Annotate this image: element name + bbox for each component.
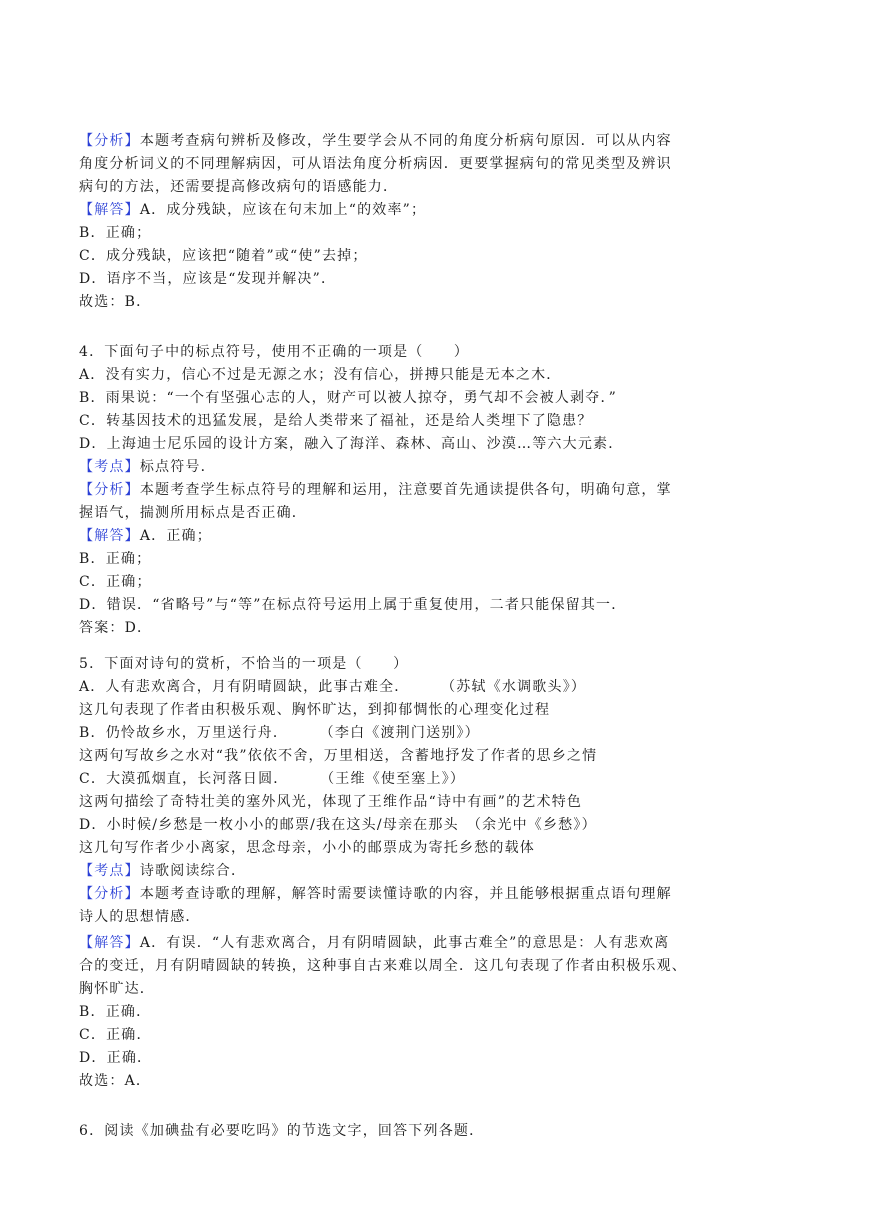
text-line: [79, 955, 791, 977]
analysis-line: [79, 883, 791, 905]
analysis-tag: 【分析】: [79, 482, 140, 498]
line-text: 病句的方法，还需要提高修改病句的语感能力．: [79, 179, 399, 195]
line-text: 这两句写故乡之水对“我”依依不舍，万里相送，含蓄地抒发了作者的思乡之情: [79, 748, 598, 764]
text-line: [79, 245, 791, 267]
line-text: 合的变迁，月有阴晴圆缺的转换，这种事自古来难以周全．这几句表现了作者由积极乐观、: [79, 958, 687, 974]
line-text: 诗人的思想情感．: [79, 909, 201, 925]
line-text: 胸怀旷达．: [79, 981, 155, 997]
answer-tag: 【解答】: [79, 528, 140, 544]
text-line: [79, 745, 791, 767]
option-line: [79, 410, 791, 432]
text-line: [79, 222, 791, 244]
line-text: 这几句写作者少小离家，思念母亲，小小的邮票成为寄托乡愁的载体: [79, 840, 535, 856]
option-line: [79, 387, 791, 409]
line-text: A．没有实力，信心不过是无源之水；没有信心，拼搏只能是无本之木．: [79, 367, 562, 383]
analysis-tag: 【分析】: [79, 133, 140, 149]
option-line: [79, 364, 791, 386]
line-text: C．成分残缺，应该把“随着”或“使”去掉；: [79, 248, 368, 264]
line-text: A．人有悲欢离合，月有阴晴圆缺，此事古难全． （苏轼《水调歌头》）: [79, 679, 587, 695]
line-text: D．错误．“省略号”与“等”在标点符号运用上属于重复使用，二者只能保留其一．: [79, 597, 627, 613]
text-line: [79, 699, 791, 721]
text-line: [79, 571, 791, 593]
text-line: [79, 176, 791, 198]
line-text: 故选：A．: [79, 1073, 152, 1089]
line-text: 本题考查诗歌的理解，解答时需要读懂诗歌的内容，并且能够根据重点语句理解: [139, 886, 672, 902]
question-5-stem: [79, 653, 791, 675]
option-line: [79, 676, 791, 698]
line-text: 标点符号．: [139, 459, 216, 475]
text-line: [79, 906, 791, 928]
line-text: 角度分析词义的不同理解病因，可从语法角度分析病因．更要掌握病句的常见类型及辨识: [79, 156, 672, 172]
line-text: 故选：B．: [79, 294, 152, 310]
option-line: [79, 768, 791, 790]
line-text: 握语气，揣测所用标点是否正确．: [79, 505, 307, 521]
line-text: 本题考查学生标点符号的理解和运用，注意要首先通读提供各句，明确句意，掌: [139, 482, 672, 498]
line-text: 这两句描绘了奇特壮美的塞外风光，体现了王维作品“诗中有画”的艺术特色: [79, 794, 583, 810]
line-text: B．雨果说：“一个有坚强心志的人，财产可以被人掠夺，勇气却不会被人剥夺．”: [79, 390, 618, 406]
text-line: [79, 268, 791, 290]
option-line: [79, 722, 791, 744]
answer-line: [79, 199, 791, 221]
line-text: 诗歌阅读综合．: [139, 863, 247, 879]
line-text: 4．下面句子中的标点符号，使用不正确的一项是（ ）: [79, 344, 470, 360]
keypoint-line: [79, 860, 791, 882]
text-line: [79, 1001, 791, 1023]
line-text: 这几句表现了作者由积极乐观、胸怀旷达，到抑郁惆怅的心理变化过程: [79, 702, 551, 718]
text-line: [79, 617, 791, 639]
option-line: [79, 814, 791, 836]
line-text: B．正确；: [79, 551, 152, 567]
line-text: 6．阅读《加碘盐有必要吃吗》的节选文字，回答下列各题．: [79, 1123, 485, 1139]
line-text: 答案：D．: [79, 620, 153, 636]
text-line: [79, 153, 791, 175]
analysis-line: [79, 130, 791, 152]
line-text: D．小时候/乡愁是一枚小小的邮票/我在这头/母亲在那头 （余光中《乡愁》）: [79, 817, 597, 833]
line-text: D．上海迪士尼乐园的设计方案，融入了海洋、森林、高山、沙漠…等六大元素．: [79, 436, 624, 452]
question-4-stem: [79, 341, 791, 363]
keypoint-line: [79, 456, 791, 478]
text-line: [79, 791, 791, 813]
answer-tag: 【解答】: [79, 202, 140, 218]
line-text: A．有误．“人有悲欢离合，月有阴晴圆缺，此事古难全”的意思是：人有悲欢离: [139, 935, 670, 951]
question-6-stem: [79, 1120, 791, 1142]
line-text: C．转基因技术的迅猛发展，是给人类带来了福祉，还是给人类埋下了隐患？: [79, 413, 593, 429]
analysis-line: [79, 479, 791, 501]
text-line: [79, 1024, 791, 1046]
line-text: C．正确．: [79, 1027, 152, 1043]
line-text: C．大漠孤烟直，长河落日圆． （王维《使至塞上》）: [79, 771, 466, 787]
text-line: [79, 1070, 791, 1092]
line-text: D．语序不当，应该是“发现并解决”．: [79, 271, 337, 287]
line-text: 本题考查病句辨析及修改，学生要学会从不同的角度分析病句原因．可以从内容: [139, 133, 672, 149]
text-line: [79, 502, 791, 524]
answer-tag: 【解答】: [79, 935, 140, 951]
text-line: [79, 548, 791, 570]
text-line: [79, 978, 791, 1000]
line-text: B．仍怜故乡水，万里送行舟． （李白《渡荆门送别》）: [79, 725, 480, 741]
keypoint-tag: 【考点】: [79, 459, 140, 475]
analysis-tag: 【分析】: [79, 886, 140, 902]
text-line: [79, 594, 791, 616]
line-text: B．正确；: [79, 225, 152, 241]
line-text: B．正确．: [79, 1004, 152, 1020]
line-text: A．成分残缺，应该在句末加上“的效率”；: [139, 202, 427, 218]
keypoint-tag: 【考点】: [79, 863, 140, 879]
text-line: [79, 291, 791, 313]
option-line: [79, 433, 791, 455]
line-text: C．正确；: [79, 574, 152, 590]
answer-line: [79, 932, 791, 954]
answer-line: [79, 525, 791, 547]
text-line: [79, 1047, 791, 1069]
line-text: D．正确．: [79, 1050, 153, 1066]
line-text: 5．下面对诗句的赏析，不恰当的一项是（ ）: [79, 656, 409, 672]
text-line: [79, 837, 791, 859]
line-text: A．正确；: [139, 528, 212, 544]
